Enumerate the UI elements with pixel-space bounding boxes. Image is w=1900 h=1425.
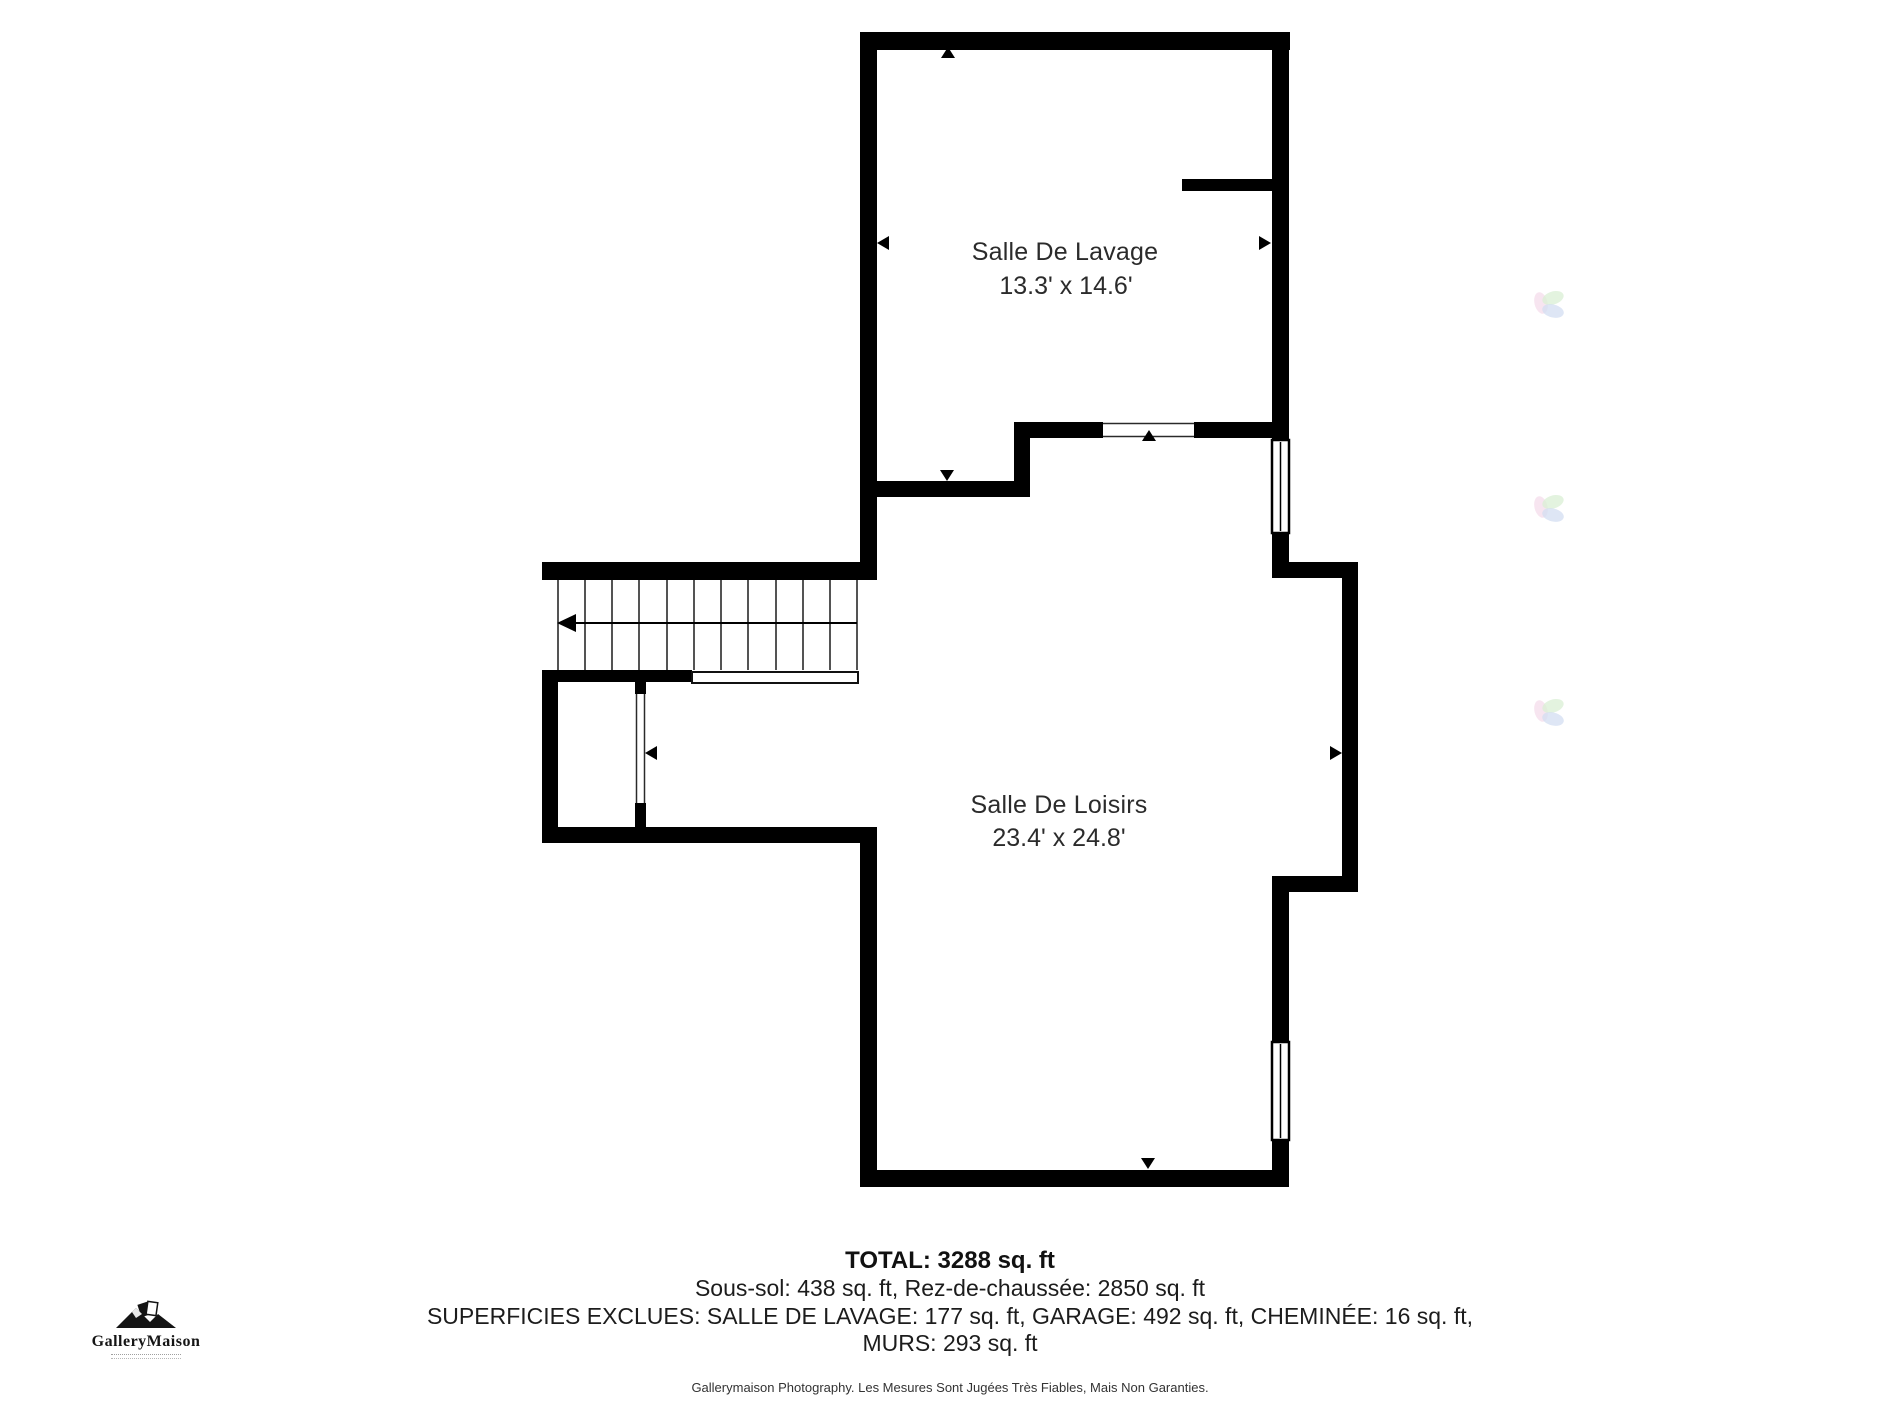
levels-area-text: Sous-sol: 438 sq. ft, Rez-de-chaussée: 2850 sq. ft: [694, 1275, 1206, 1301]
stairs: [558, 580, 857, 670]
arrow-left-icon: [877, 236, 889, 250]
logo-tagline-illegible: [111, 1354, 181, 1359]
wall-bottom-lower-seg: [860, 481, 1030, 497]
wall-closet-top: [542, 670, 692, 682]
walls-rec-room: [542, 533, 1358, 1187]
arrow-down-icon: [1141, 1158, 1155, 1169]
logo-mountain-icon: [106, 1300, 186, 1330]
wall-left: [860, 32, 877, 580]
disclaimer-text: Gallerymaison Photography. Les Mesures Sont Jugées Très Fiables, Mais Non Garanties.: [691, 1380, 1209, 1395]
arrow-down-icon: [940, 470, 954, 481]
wall-bottom: [860, 1170, 1289, 1187]
stairwell-open-edge: [692, 672, 858, 683]
wall-closet-bottom: [542, 827, 877, 843]
door-jamb-bottom: [635, 803, 646, 827]
wall-right-outer: [1342, 562, 1358, 892]
wall-right-upper: [1272, 32, 1289, 440]
door-opening-closet: [635, 694, 646, 803]
excluded-area-text-1: SUPERFICIES EXCLUES: SALLE DE LAVAGE: 177 sq. ft, GARAGE: 492 sq. ft, CHEMINÉE: 16 sq. ft,: [426, 1302, 1474, 1329]
window-icon-upper-right: [1272, 440, 1289, 533]
wall-left-lower: [860, 827, 877, 1187]
wall-bottom-upper-seg: [1014, 422, 1103, 438]
room-dims-rec-room: 23.4' x 24.8': [992, 824, 1126, 852]
walls-laundry-room: [860, 32, 1290, 580]
arrow-right-icon: [1330, 746, 1342, 760]
window-icon-lower-right: [1272, 1042, 1289, 1140]
watermark-pinwheel-icon: [1531, 696, 1567, 730]
total-area-text: TOTAL: 3288 sq. ft: [845, 1247, 1055, 1274]
wall-notch-stub: [1182, 179, 1272, 191]
excluded-area-text-2: MURS: 293 sq. ft: [862, 1330, 1038, 1356]
room-dims-laundry: 13.3' x 14.6': [999, 272, 1133, 300]
room-label-laundry: Salle De Lavage: [971, 238, 1159, 266]
wall-right-lower: [1272, 876, 1289, 1042]
area-summary: [350, 1246, 1550, 1358]
watermark-pinwheel-icon: [1531, 288, 1567, 322]
door-jamb-top: [635, 682, 646, 694]
arrow-left-icon: [645, 746, 657, 760]
logo: [78, 1300, 214, 1359]
watermark-pinwheel-icon: [1531, 492, 1567, 526]
arrow-right-icon: [1259, 236, 1271, 250]
wall-stairs-top: [542, 562, 877, 580]
stairs-direction-arrow: [557, 614, 857, 632]
wall-closet-left: [542, 670, 558, 843]
logo-name-text: GalleryMaison: [91, 1333, 201, 1350]
room-label-rec-room: Salle De Loisirs: [970, 791, 1148, 819]
wall-top: [860, 32, 1290, 50]
wall-bottom-right-seg: [1194, 422, 1272, 438]
